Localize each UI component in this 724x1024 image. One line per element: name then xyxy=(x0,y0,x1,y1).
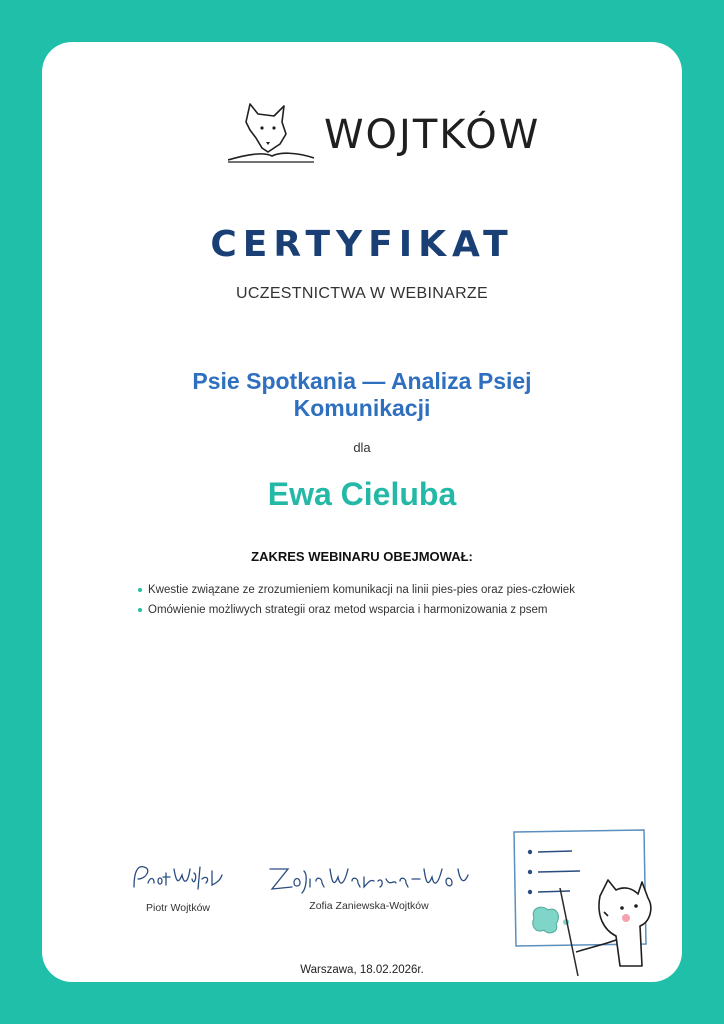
bullet-icon xyxy=(138,588,142,592)
webinar-title: Psie Spotkania — Analiza Psiej Komunikacji xyxy=(192,368,532,421)
signature-zofia xyxy=(264,857,474,897)
dog-presenting-whiteboard-icon xyxy=(508,826,682,982)
scope-item-text: Omówienie możliwych strategii oraz metod wsparcia i harmonizowania z psem xyxy=(148,604,548,616)
scope-heading: ZAKRES WEBINARU OBEJMOWAŁ: xyxy=(251,549,473,564)
signature-piotr xyxy=(128,857,228,897)
certificate-subtitle: UCZESTNICTWA W WEBINARZE xyxy=(236,285,488,302)
bullet-icon xyxy=(138,608,142,612)
brand-name: WOJTKÓW xyxy=(324,112,541,158)
place-date: Warszawa, 18.02.2026r. xyxy=(300,964,424,976)
list-item xyxy=(138,580,575,600)
for-label: dla xyxy=(353,440,371,455)
signature-name-2: Zofia Zaniewska-Wojtków xyxy=(309,900,429,912)
recipient-name: Ewa Cieluba xyxy=(267,476,457,512)
list-item xyxy=(138,600,575,620)
scope-list xyxy=(138,580,575,620)
signature-name-1: Piotr Wojtków xyxy=(146,902,210,914)
certificate-card xyxy=(42,42,682,982)
certificate-title: CERTYFIKAT xyxy=(210,224,514,265)
scope-item-text: Kwestie związane ze zrozumieniem komunikacji na linii pies-pies oraz pies-człowiek xyxy=(148,584,575,596)
